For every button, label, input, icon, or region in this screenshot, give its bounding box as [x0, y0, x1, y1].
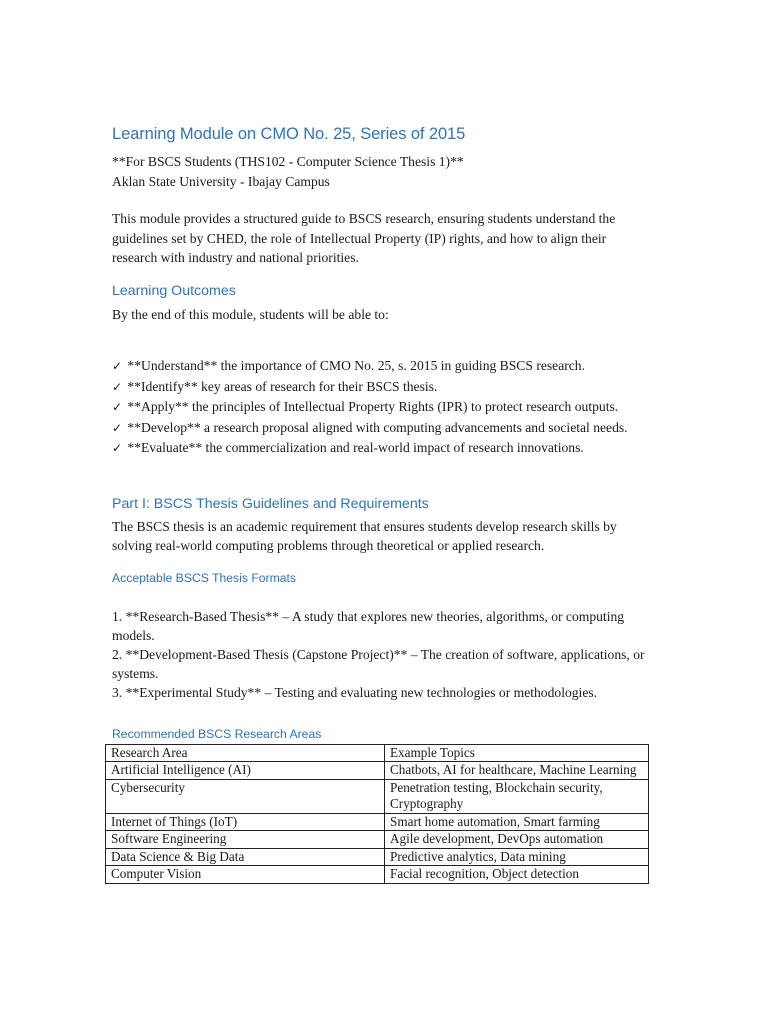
research-areas-heading: Recommended BSCS Research Areas [112, 726, 322, 741]
intro-paragraph: This module provides a structured guide to BSCS research, ensuring students understand the guidelines set by CHED, the role of Intellectual Property (IP) rights, and how to align their research with industry and national priorities. [112, 211, 616, 265]
document-subtitle: **For BSCS Students (THS102 - Computer Science Thesis 1)** [112, 154, 464, 169]
part1-body: The BSCS thesis is an academic requirement that ensures students develop research skills by solving real-world computing problems through theoretical or applied research. [112, 518, 617, 553]
checkmark-icon: ✓ [112, 441, 123, 455]
institution-name: Aklan State University - Ibajay Campus [112, 173, 330, 189]
list-item: 2. **Development-Based Thesis (Capstone Project)** – The creation of software, applications, or systems. [112, 646, 645, 681]
table-row [106, 848, 649, 866]
table-cell: Cybersecurity [106, 779, 385, 813]
list-item [112, 418, 652, 439]
list-item [112, 377, 652, 398]
learning-outcomes-lead: By the end of this module, students will be able to: [112, 306, 389, 322]
checkmark-icon: ✓ [112, 359, 123, 373]
table-row [106, 779, 649, 813]
table-cell: Computer Vision [106, 866, 385, 884]
learning-outcomes-list [112, 356, 652, 459]
table-row [106, 813, 649, 831]
document-page [112, 124, 652, 884]
table-cell: Predictive analytics, Data mining [385, 848, 649, 866]
learning-outcomes-heading: Learning Outcomes [112, 282, 236, 299]
outcome-text: **Develop** a research proposal aligned with computing advancements and societal needs. [127, 419, 628, 435]
list-item: 3. **Experimental Study** – Testing and evaluating new technologies or methodologies. [112, 684, 598, 700]
table-cell: Smart home automation, Smart farming [385, 813, 649, 831]
table-cell: Artificial Intelligence (AI) [106, 762, 385, 780]
checkmark-icon: ✓ [112, 420, 123, 435]
list-item [112, 438, 652, 459]
outcome-text: **Identify** key areas of research for their BSCS thesis. [127, 378, 438, 394]
table-header-cell: Example Topics [385, 744, 649, 762]
outcome-text: **Evaluate** the commercialization and real-world impact of research innovations. [127, 440, 584, 455]
outcome-text: **Apply** the principles of Intellectual Property Rights (IPR) to protect research outputs. [127, 399, 619, 414]
table-cell: Facial recognition, Object detection [385, 866, 649, 884]
table-cell: Penetration testing, Blockchain security, Cryptography [385, 779, 649, 813]
table-row [106, 831, 649, 849]
thesis-formats-heading: Acceptable BSCS Thesis Formats [112, 570, 297, 585]
table-cell: Chatbots, AI for healthcare, Machine Learning [385, 762, 649, 780]
table-cell: Data Science & Big Data [106, 848, 385, 866]
table-header-cell: Research Area [106, 744, 385, 762]
part1-heading: Part I: BSCS Thesis Guidelines and Requirements [112, 495, 429, 512]
table-cell: Internet of Things (IoT) [106, 813, 385, 831]
table-cell: Software Engineering [106, 831, 385, 849]
table-row [106, 866, 649, 884]
list-item [112, 397, 652, 418]
checkmark-icon: ✓ [112, 379, 123, 394]
list-item: 1. **Research-Based Thesis** – A study that explores new theories, algorithms, or computing models. [112, 608, 625, 643]
document-title: Learning Module on CMO No. 25, Series of 2015 [112, 125, 466, 143]
table-row [106, 762, 649, 780]
thesis-formats-list [112, 607, 652, 702]
list-item [112, 356, 652, 377]
research-areas-table [105, 744, 649, 884]
table-header-row [106, 744, 649, 762]
checkmark-icon: ✓ [112, 400, 123, 414]
table-cell: Agile development, DevOps automation [385, 831, 649, 849]
outcome-text: **Understand** the importance of CMO No. 25, s. 2015 in guiding BSCS research. [127, 358, 586, 373]
